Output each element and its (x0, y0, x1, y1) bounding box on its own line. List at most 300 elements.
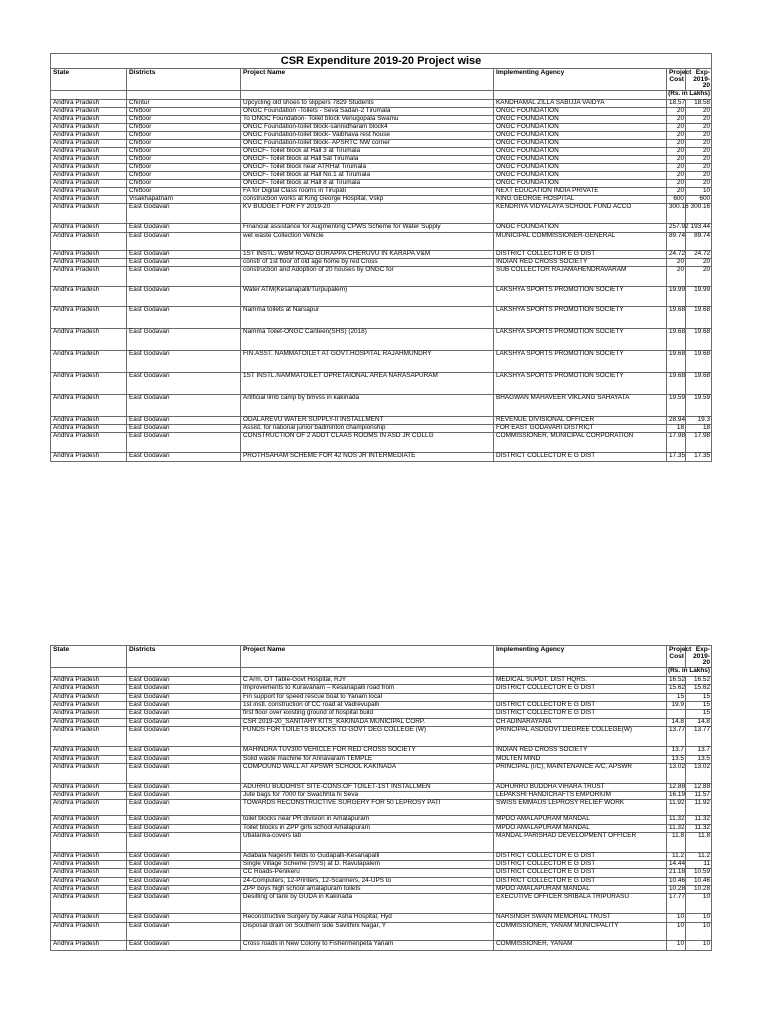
project-cost-cell: 19.99 (667, 286, 686, 306)
agency-cell: ADHURRU BUDDHA VIHARA TRUST (494, 784, 667, 792)
district-cell: East Godavari (127, 941, 241, 951)
project-name-cell: Single Village Scheme (SVS) at D. Ravulapalem (241, 861, 494, 869)
state-cell: Andhra Pradesh (51, 792, 127, 800)
agency-cell: SWISS EMMAUS LEPROSY RELIEF WORK (494, 800, 667, 816)
table-row (51, 727, 712, 747)
header-implementing-agency: Implementing Agency (494, 646, 667, 668)
project-cost-cell: 10 (667, 923, 686, 941)
project-name-cell: ZPP boys high school amalapuram toilets (241, 886, 494, 894)
agency-cell: MOLTEN MIND (494, 756, 667, 764)
table-row (51, 833, 712, 853)
table-row (51, 394, 712, 416)
district-cell: East Godavari (127, 727, 241, 747)
state-cell: Andhra Pradesh (51, 800, 127, 816)
agency-cell: COMMISSIONER, MUNICIPAL CORPORATION (494, 432, 667, 452)
state-cell: Andhra Pradesh (51, 107, 127, 115)
district-cell: East Godavari (127, 878, 241, 886)
project-cost-cell: 600 (667, 195, 686, 203)
agency-cell: LAKSHYA SPORTS PROMOTION SOCIETY (494, 306, 667, 328)
state-cell: Andhra Pradesh (51, 372, 127, 394)
state-cell: Andhra Pradesh (51, 685, 127, 694)
agency-cell: LAKSHYA SPORTS PROMOTION SOCIETY (494, 328, 667, 350)
project-cost-cell: 28.94 (667, 416, 686, 424)
project-cost-cell: 14.8 (667, 719, 686, 727)
agency-cell: REVENUE DIVISIONAL OFFICER (494, 416, 667, 424)
project-name-cell: FUNDS FOR TOILETS BLOCKS TO GOVT DEG COLLEGE (W) (241, 727, 494, 747)
state-cell: Andhra Pradesh (51, 756, 127, 764)
district-cell: East Godavari (127, 394, 241, 416)
expenditure-cell: 10 (686, 914, 712, 923)
project-name-cell: C Arm, OT Table-Govt Hospital, RJY (241, 677, 494, 685)
agency-cell: ONGC FOUNDATION (494, 155, 667, 163)
project-cost-cell: 89.74 (667, 232, 686, 250)
project-cost-cell: 13.5 (667, 756, 686, 764)
header-state: State (51, 646, 127, 668)
agency-cell: LAKSHYA SPORTS PROMOTION SOCIETY (494, 372, 667, 394)
district-cell: East Godavari (127, 914, 241, 923)
project-name-cell: COMPOUND WALL AT APSWR SCHOOL KAKINADA (241, 764, 494, 784)
expenditure-cell: 18 (686, 424, 712, 432)
state-cell: Andhra Pradesh (51, 432, 127, 452)
project-cost-cell: 20 (667, 163, 686, 171)
table-row (51, 306, 712, 328)
project-name-cell: Reconstructive Surgery by Aakar Asha Hospital, Hyd (241, 914, 494, 923)
agency-cell: DISTRICT COLLECTOR E G DIST (494, 452, 667, 461)
expenditure-cell: 17.35 (686, 452, 712, 461)
project-cost-cell: 10.46 (667, 878, 686, 886)
district-cell: Chittoor (127, 131, 241, 139)
table-row (51, 223, 712, 232)
project-name-cell: 1ST INSTL. WBM ROAD GURAPPA CHERUVU IN KARAPA V&M (241, 250, 494, 258)
expenditure-cell: 20 (686, 155, 712, 163)
table-row (51, 894, 712, 914)
agency-cell: ONGC FOUNDATION (494, 179, 667, 187)
project-cost-cell: 20 (667, 123, 686, 131)
expenditure-cell: 20 (686, 131, 712, 139)
state-cell: Andhra Pradesh (51, 784, 127, 792)
agency-cell: ONGC FOUNDATION (494, 147, 667, 155)
project-name-cell: first floor over existing ground of hospital build (241, 710, 494, 719)
project-name-cell: Toilet blocks in ZPP girls school Amalapuram (241, 825, 494, 833)
header-districts: Districts (127, 646, 241, 668)
project-name-cell: Disposal drain on Southern side Savithini Nagar, Y (241, 923, 494, 941)
expenditure-cell: 20 (686, 258, 712, 266)
header-row (51, 646, 712, 668)
state-cell: Andhra Pradesh (51, 424, 127, 432)
expenditure-cell: 19.68 (686, 350, 712, 372)
state-cell: Andhra Pradesh (51, 147, 127, 155)
district-cell: East Godavari (127, 894, 241, 914)
agency-cell: ONGC FOUNDATION (494, 163, 667, 171)
table-row (51, 800, 712, 816)
expenditure-cell: 193.44 (686, 223, 712, 232)
header-project-name: Project Name (241, 646, 494, 668)
state-cell: Andhra Pradesh (51, 710, 127, 719)
state-cell: Andhra Pradesh (51, 825, 127, 833)
state-cell: Andhra Pradesh (51, 861, 127, 869)
state-cell: Andhra Pradesh (51, 99, 127, 107)
project-name-cell: ONGC Foundation-toilet block- Vaibhava rest house (241, 131, 494, 139)
project-cost-cell: 11.92 (667, 800, 686, 816)
state-cell: Andhra Pradesh (51, 747, 127, 756)
project-name-cell: wet waste Collection Vehicle (241, 232, 494, 250)
district-cell: East Godavari (127, 833, 241, 853)
expenditure-cell: 10 (686, 187, 712, 195)
project-cost-cell: 19.9 (667, 702, 686, 710)
district-cell: East Godavari (127, 286, 241, 306)
expenditure-cell: 20 (686, 107, 712, 115)
state-cell: Andhra Pradesh (51, 394, 127, 416)
project-name-cell: Upcycling old shoes to slippers 7829 Students (241, 99, 494, 107)
agency-cell: DISTRICT COLLECTOR E G DIST (494, 869, 667, 878)
state-cell: Andhra Pradesh (51, 195, 127, 203)
project-name-cell: 24-Computers, 12-Printers, 12-Scanners, 24-UPS to (241, 878, 494, 886)
expenditure-cell: 20 (686, 147, 712, 155)
district-cell: East Godavari (127, 869, 241, 878)
agency-cell: ONGC FOUNDATION (494, 123, 667, 131)
district-cell: Chittoor (127, 123, 241, 131)
project-name-cell: Namma Toilet-ONGC Canteen(SHS) (2018) (241, 328, 494, 350)
expenditure-cell: 18.58 (686, 99, 712, 107)
district-cell: East Godavari (127, 223, 241, 232)
expenditure-cell: 13.02 (686, 764, 712, 784)
agency-cell: ONGC FOUNDATION (494, 131, 667, 139)
agency-cell: MPDO AMALAPURAM MANDAL (494, 886, 667, 894)
expenditure-cell: 19.99 (686, 286, 712, 306)
state-cell: Andhra Pradesh (51, 869, 127, 878)
table-row (51, 286, 712, 306)
state-cell: Andhra Pradesh (51, 250, 127, 258)
state-cell: Andhra Pradesh (51, 941, 127, 951)
table-row (51, 923, 712, 941)
project-name-cell: Jute bags for 7000 for Swachhta hi Seva (241, 792, 494, 800)
project-cost-cell: 20 (667, 107, 686, 115)
state-cell: Andhra Pradesh (51, 187, 127, 195)
district-cell: East Godavari (127, 792, 241, 800)
agency-cell: PRINCIPAL ASDGOVT.DEGREE COLLEGE(W) (494, 727, 667, 747)
district-cell: Chittoor (127, 139, 241, 147)
state-cell: Andhra Pradesh (51, 266, 127, 286)
state-cell: Andhra Pradesh (51, 416, 127, 424)
state-cell: Andhra Pradesh (51, 131, 127, 139)
header-project-cost: Project Cost (667, 646, 686, 668)
table-row (51, 372, 712, 394)
district-cell: East Godavari (127, 328, 241, 350)
project-cost-cell: 13.02 (667, 764, 686, 784)
agency-cell: MANDAL PARISHAD DEVELOPMENT OFFICER (494, 833, 667, 853)
district-cell: East Godavari (127, 710, 241, 719)
csr-table-page-1 (50, 53, 712, 462)
district-cell: East Godavari (127, 250, 241, 258)
district-cell: East Godavari (127, 372, 241, 394)
project-cost-cell: 10 (667, 914, 686, 923)
agency-cell: INDIAN RED CROSS SOCIETY (494, 747, 667, 756)
state-cell: Andhra Pradesh (51, 833, 127, 853)
district-cell: East Godavari (127, 784, 241, 792)
expenditure-cell: 20 (686, 171, 712, 179)
expenditure-cell: 13.7 (686, 747, 712, 756)
header-districts: Districts (127, 69, 241, 91)
agency-cell: SUB COLLECTOR RAJAMAHENDRAVARAM (494, 266, 667, 286)
district-cell: East Godavari (127, 886, 241, 894)
project-cost-cell: 13.7 (667, 747, 686, 756)
expenditure-cell: 600 (686, 195, 712, 203)
project-cost-cell: 14.44 (667, 861, 686, 869)
expenditure-cell: 11.32 (686, 825, 712, 833)
agency-cell: KANDHAMAL ZILLA SABUJA VAIDYA (494, 99, 667, 107)
header-expenditure: Exp- 2019-20 (686, 646, 712, 668)
units-label: (Rs. in Lakhs) (667, 90, 712, 99)
project-name-cell: MAHINDRA TUV300 VEHICLE FOR RED CROSS SOCIETY (241, 747, 494, 756)
district-cell: East Godavari (127, 764, 241, 784)
agency-cell: CH ADINARAYANA (494, 719, 667, 727)
expenditure-cell: 24.72 (686, 250, 712, 258)
project-cost-cell: 12.88 (667, 784, 686, 792)
district-cell: East Godavari (127, 232, 241, 250)
project-name-cell: ONGCF- Toilet block at Hall 3 at Tirumala (241, 147, 494, 155)
district-cell: Chittoor (127, 147, 241, 155)
units-row (51, 90, 712, 99)
project-cost-cell: 11.32 (667, 825, 686, 833)
units-label: (Rs. in Lakhs) (667, 668, 712, 677)
agency-cell: KING GEORGE HOSPITAL (494, 195, 667, 203)
project-cost-cell: 20 (667, 258, 686, 266)
project-name-cell: To ONGC Foundation- Toilet block Venugopala Swamu (241, 115, 494, 123)
expenditure-cell: 15 (686, 710, 712, 719)
district-cell: East Godavari (127, 923, 241, 941)
project-cost-cell: 16.52 (667, 677, 686, 685)
district-cell: Chittoor (127, 107, 241, 115)
state-cell: Andhra Pradesh (51, 286, 127, 306)
expenditure-cell: 20 (686, 179, 712, 187)
agency-cell: LAKSHYA SPORTS PROMOTION SOCIETY (494, 350, 667, 372)
state-cell: Andhra Pradesh (51, 719, 127, 727)
district-cell: East Godavari (127, 203, 241, 223)
project-name-cell: 1ST INSTL.NAMMATOILET OPRETAIONAL AREA NARASAPURAM (241, 372, 494, 394)
table-row (51, 232, 712, 250)
district-cell: East Godavari (127, 702, 241, 710)
agency-cell: LAKSHYA SPORTS PROMOTION SOCIETY (494, 286, 667, 306)
state-cell: Andhra Pradesh (51, 123, 127, 131)
agency-cell: LEPAKSHI HANDICRAFTS EMPORIUM (494, 792, 667, 800)
expenditure-cell: 19.3 (686, 416, 712, 424)
state-cell: Andhra Pradesh (51, 702, 127, 710)
state-cell: Andhra Pradesh (51, 306, 127, 328)
district-cell: Chittoor (127, 171, 241, 179)
expenditure-cell: 19.68 (686, 306, 712, 328)
agency-cell: MEDICAL SUPDT. DIST HQRS. (494, 677, 667, 685)
district-cell: East Godavari (127, 800, 241, 816)
agency-cell: PRINCIPAL (I/C), MAINTENANCE A/C, APSWR (494, 764, 667, 784)
state-cell: Andhra Pradesh (51, 171, 127, 179)
district-cell: East Godavari (127, 747, 241, 756)
state-cell: Andhra Pradesh (51, 350, 127, 372)
project-cost-cell: 19.59 (667, 394, 686, 416)
project-name-cell: Artificial limb camp by bmvss in kakinada (241, 394, 494, 416)
district-cell: Visakhapatnam (127, 195, 241, 203)
expenditure-cell: 20 (686, 266, 712, 286)
district-cell: East Godavari (127, 861, 241, 869)
table-row (51, 328, 712, 350)
project-cost-cell: 21.18 (667, 869, 686, 878)
district-cell: East Godavari (127, 694, 241, 702)
state-cell: Andhra Pradesh (51, 155, 127, 163)
state-cell: Andhra Pradesh (51, 914, 127, 923)
agency-cell: NARSINGH SWAIN MEMORIAL TRUST (494, 914, 667, 923)
agency-cell: MPDO AMALAPURAM MANDAL (494, 816, 667, 825)
district-cell: East Godavari (127, 756, 241, 764)
title-row (51, 54, 712, 69)
project-cost-cell: 19.68 (667, 328, 686, 350)
district-cell: Chittoor (127, 179, 241, 187)
project-cost-cell: 15 (667, 694, 686, 702)
project-cost-cell: 10 (667, 941, 686, 951)
agency-cell: COMMISSIONER, YANAM (494, 941, 667, 951)
agency-cell: ONGC FOUNDATION (494, 115, 667, 123)
district-cell: East Godavari (127, 452, 241, 461)
project-cost-cell: 20 (667, 171, 686, 179)
project-cost-cell: 18.57 (667, 99, 686, 107)
project-name-cell: ONGCF- Toilet block near ATRHat Tirumala (241, 163, 494, 171)
state-cell: Andhra Pradesh (51, 232, 127, 250)
project-name-cell: ONGC Foundation-toilet block-sannidharam block4 (241, 123, 494, 131)
project-cost-cell: 15.62 (667, 685, 686, 694)
project-cost-cell: 24.72 (667, 250, 686, 258)
project-cost-cell: 13.77 (667, 727, 686, 747)
expenditure-cell: 13.77 (686, 727, 712, 747)
header-project-name: Project Name (241, 69, 494, 91)
state-cell: Andhra Pradesh (51, 179, 127, 187)
header-implementing-agency: Implementing Agency (494, 69, 667, 91)
state-cell: Andhra Pradesh (51, 677, 127, 685)
agency-cell: ONGC FOUNDATION (494, 107, 667, 115)
expenditure-cell: 10 (686, 894, 712, 914)
project-name-cell: Ubalanka-covers lab (241, 833, 494, 853)
project-name-cell: Assist. for national junior badminton championship (241, 424, 494, 432)
expenditure-cell: 15 (686, 702, 712, 710)
table-body (51, 99, 712, 461)
project-cost-cell: 16.19 (667, 792, 686, 800)
district-cell: East Godavari (127, 825, 241, 833)
csr-table-page-2 (50, 645, 712, 951)
table-row (51, 452, 712, 461)
expenditure-cell: 15.62 (686, 685, 712, 694)
project-cost-cell: 20 (667, 179, 686, 187)
project-cost-cell: 20 (667, 187, 686, 195)
project-cost-cell: 20 (667, 147, 686, 155)
project-cost-cell: 17.98 (667, 432, 686, 452)
district-cell: East Godavari (127, 853, 241, 861)
project-cost-cell: 20 (667, 139, 686, 147)
project-name-cell: FIN.ASST. NAMMATOILET AT GOVT.HOSPITAL RAJAHMUNDRY (241, 350, 494, 372)
project-name-cell: Namma toilets at Narsapur (241, 306, 494, 328)
project-name-cell: Desilting of tank by GUDA in Kakinada (241, 894, 494, 914)
project-cost-cell: 11.2 (667, 853, 686, 861)
district-cell: East Godavari (127, 350, 241, 372)
agency-cell: NEXT EDUCATION INDIA PRIVATE (494, 187, 667, 195)
expenditure-cell: 11.57 (686, 792, 712, 800)
table-body (51, 677, 712, 951)
expenditure-cell: 10.59 (686, 869, 712, 878)
project-cost-cell: 18 (667, 424, 686, 432)
state-cell: Andhra Pradesh (51, 115, 127, 123)
state-cell: Andhra Pradesh (51, 203, 127, 223)
district-cell: Chintur (127, 99, 241, 107)
project-cost-cell: 20 (667, 115, 686, 123)
project-cost-cell: 11.32 (667, 816, 686, 825)
state-cell: Andhra Pradesh (51, 894, 127, 914)
district-cell: East Godavari (127, 416, 241, 424)
state-cell: Andhra Pradesh (51, 816, 127, 825)
project-cost-cell: 257.92 (667, 223, 686, 232)
agency-cell: EXECUTIVE OFFICER SRIBALA TRIPURASU (494, 894, 667, 914)
expenditure-cell: 10.46 (686, 878, 712, 886)
district-cell: East Godavari (127, 816, 241, 825)
expenditure-cell: 20 (686, 139, 712, 147)
expenditure-cell: 12.88 (686, 784, 712, 792)
district-cell: Chittoor (127, 115, 241, 123)
agency-cell: DISTRICT COLLECTOR E G DIST (494, 853, 667, 861)
expenditure-cell: 19.68 (686, 328, 712, 350)
expenditure-cell: 11.32 (686, 816, 712, 825)
project-name-cell: CSR 2019-20_SANITARY KITS_KAKINADA MUNICIPAL CORP. (241, 719, 494, 727)
district-cell: East Godavari (127, 719, 241, 727)
project-name-cell: toilet blocks near PR division in Amalapuram (241, 816, 494, 825)
project-name-cell: ODALAREVU WATER SUPPLY-II INSTALLMENT (241, 416, 494, 424)
project-name-cell: CONSTRUCTION OF 2 ADDT CLAAS ROOMS IN ASD JR COLLG (241, 432, 494, 452)
agency-cell: DISTRICT COLLECTOR E G DIST (494, 861, 667, 869)
project-cost-cell: 20 (667, 131, 686, 139)
project-name-cell: KV BUDGET FOR FY 2019-20 (241, 203, 494, 223)
state-cell: Andhra Pradesh (51, 694, 127, 702)
project-name-cell: Financial assistance for Augmenting CPWS Scheme for Water Supply (241, 223, 494, 232)
agency-cell: ONGC FOUNDATION (494, 171, 667, 179)
agency-cell: KENDRIYA VIDYALAYA SCHOOL FUND ACCO (494, 203, 667, 223)
project-cost-cell: 19.68 (667, 306, 686, 328)
project-cost-cell: 19.68 (667, 350, 686, 372)
project-name-cell: ONGCF- Toilet block at Hall 5at Tirumala (241, 155, 494, 163)
project-cost-cell: 20 (667, 155, 686, 163)
project-name-cell: ONGC Foundation -Toilets - Seva Sadan-2 Tirumala (241, 107, 494, 115)
agency-cell: DISTRICT COLLECTOR E G DIST (494, 710, 667, 719)
district-cell: Chittoor (127, 187, 241, 195)
state-cell: Andhra Pradesh (51, 878, 127, 886)
state-cell: Andhra Pradesh (51, 886, 127, 894)
project-name-cell: ONGCF- Toilet block at Hall 8 at Tirumala (241, 179, 494, 187)
project-cost-cell: 10.28 (667, 886, 686, 894)
table-row (51, 432, 712, 452)
expenditure-cell: 11.2 (686, 853, 712, 861)
project-name-cell: construction and Adoption of 20 houses by ONGC for (241, 266, 494, 286)
agency-cell: DISTRICT COLLECTOR E G DIST (494, 878, 667, 886)
agency-cell: DISTRICT COLLECTOR E G DIST (494, 702, 667, 710)
header-project-cost: Project Cost (667, 69, 686, 91)
project-name-cell: ONGCF- Toilet block at Hall No.1 at Tirumala (241, 171, 494, 179)
agency-cell: FOR EAST GODAVARI DISTRICT (494, 424, 667, 432)
state-cell: Andhra Pradesh (51, 923, 127, 941)
agency-cell: MPDO AMALAPURAM MANDAL (494, 825, 667, 833)
header-state: State (51, 69, 127, 91)
expenditure-cell: 300.16 (686, 203, 712, 223)
project-name-cell: PROTHSAHAM SCHEME FOR 42 NOS JR INTERMEDIATE (241, 452, 494, 461)
state-cell: Andhra Pradesh (51, 853, 127, 861)
agency-cell: COMMISSIONER, YANAM MUNICIPALITY (494, 923, 667, 941)
project-name-cell: Fin support for speed rescue boat to Yanam local (241, 694, 494, 702)
header-expenditure: Exp- 2019-20 (686, 69, 712, 91)
project-name-cell: Adabala Nageshi fields to Gudapalli-Kesanapalli (241, 853, 494, 861)
district-cell: East Godavari (127, 424, 241, 432)
project-name-cell: Water ATM(Kesanapalli/Turpupalem) (241, 286, 494, 306)
